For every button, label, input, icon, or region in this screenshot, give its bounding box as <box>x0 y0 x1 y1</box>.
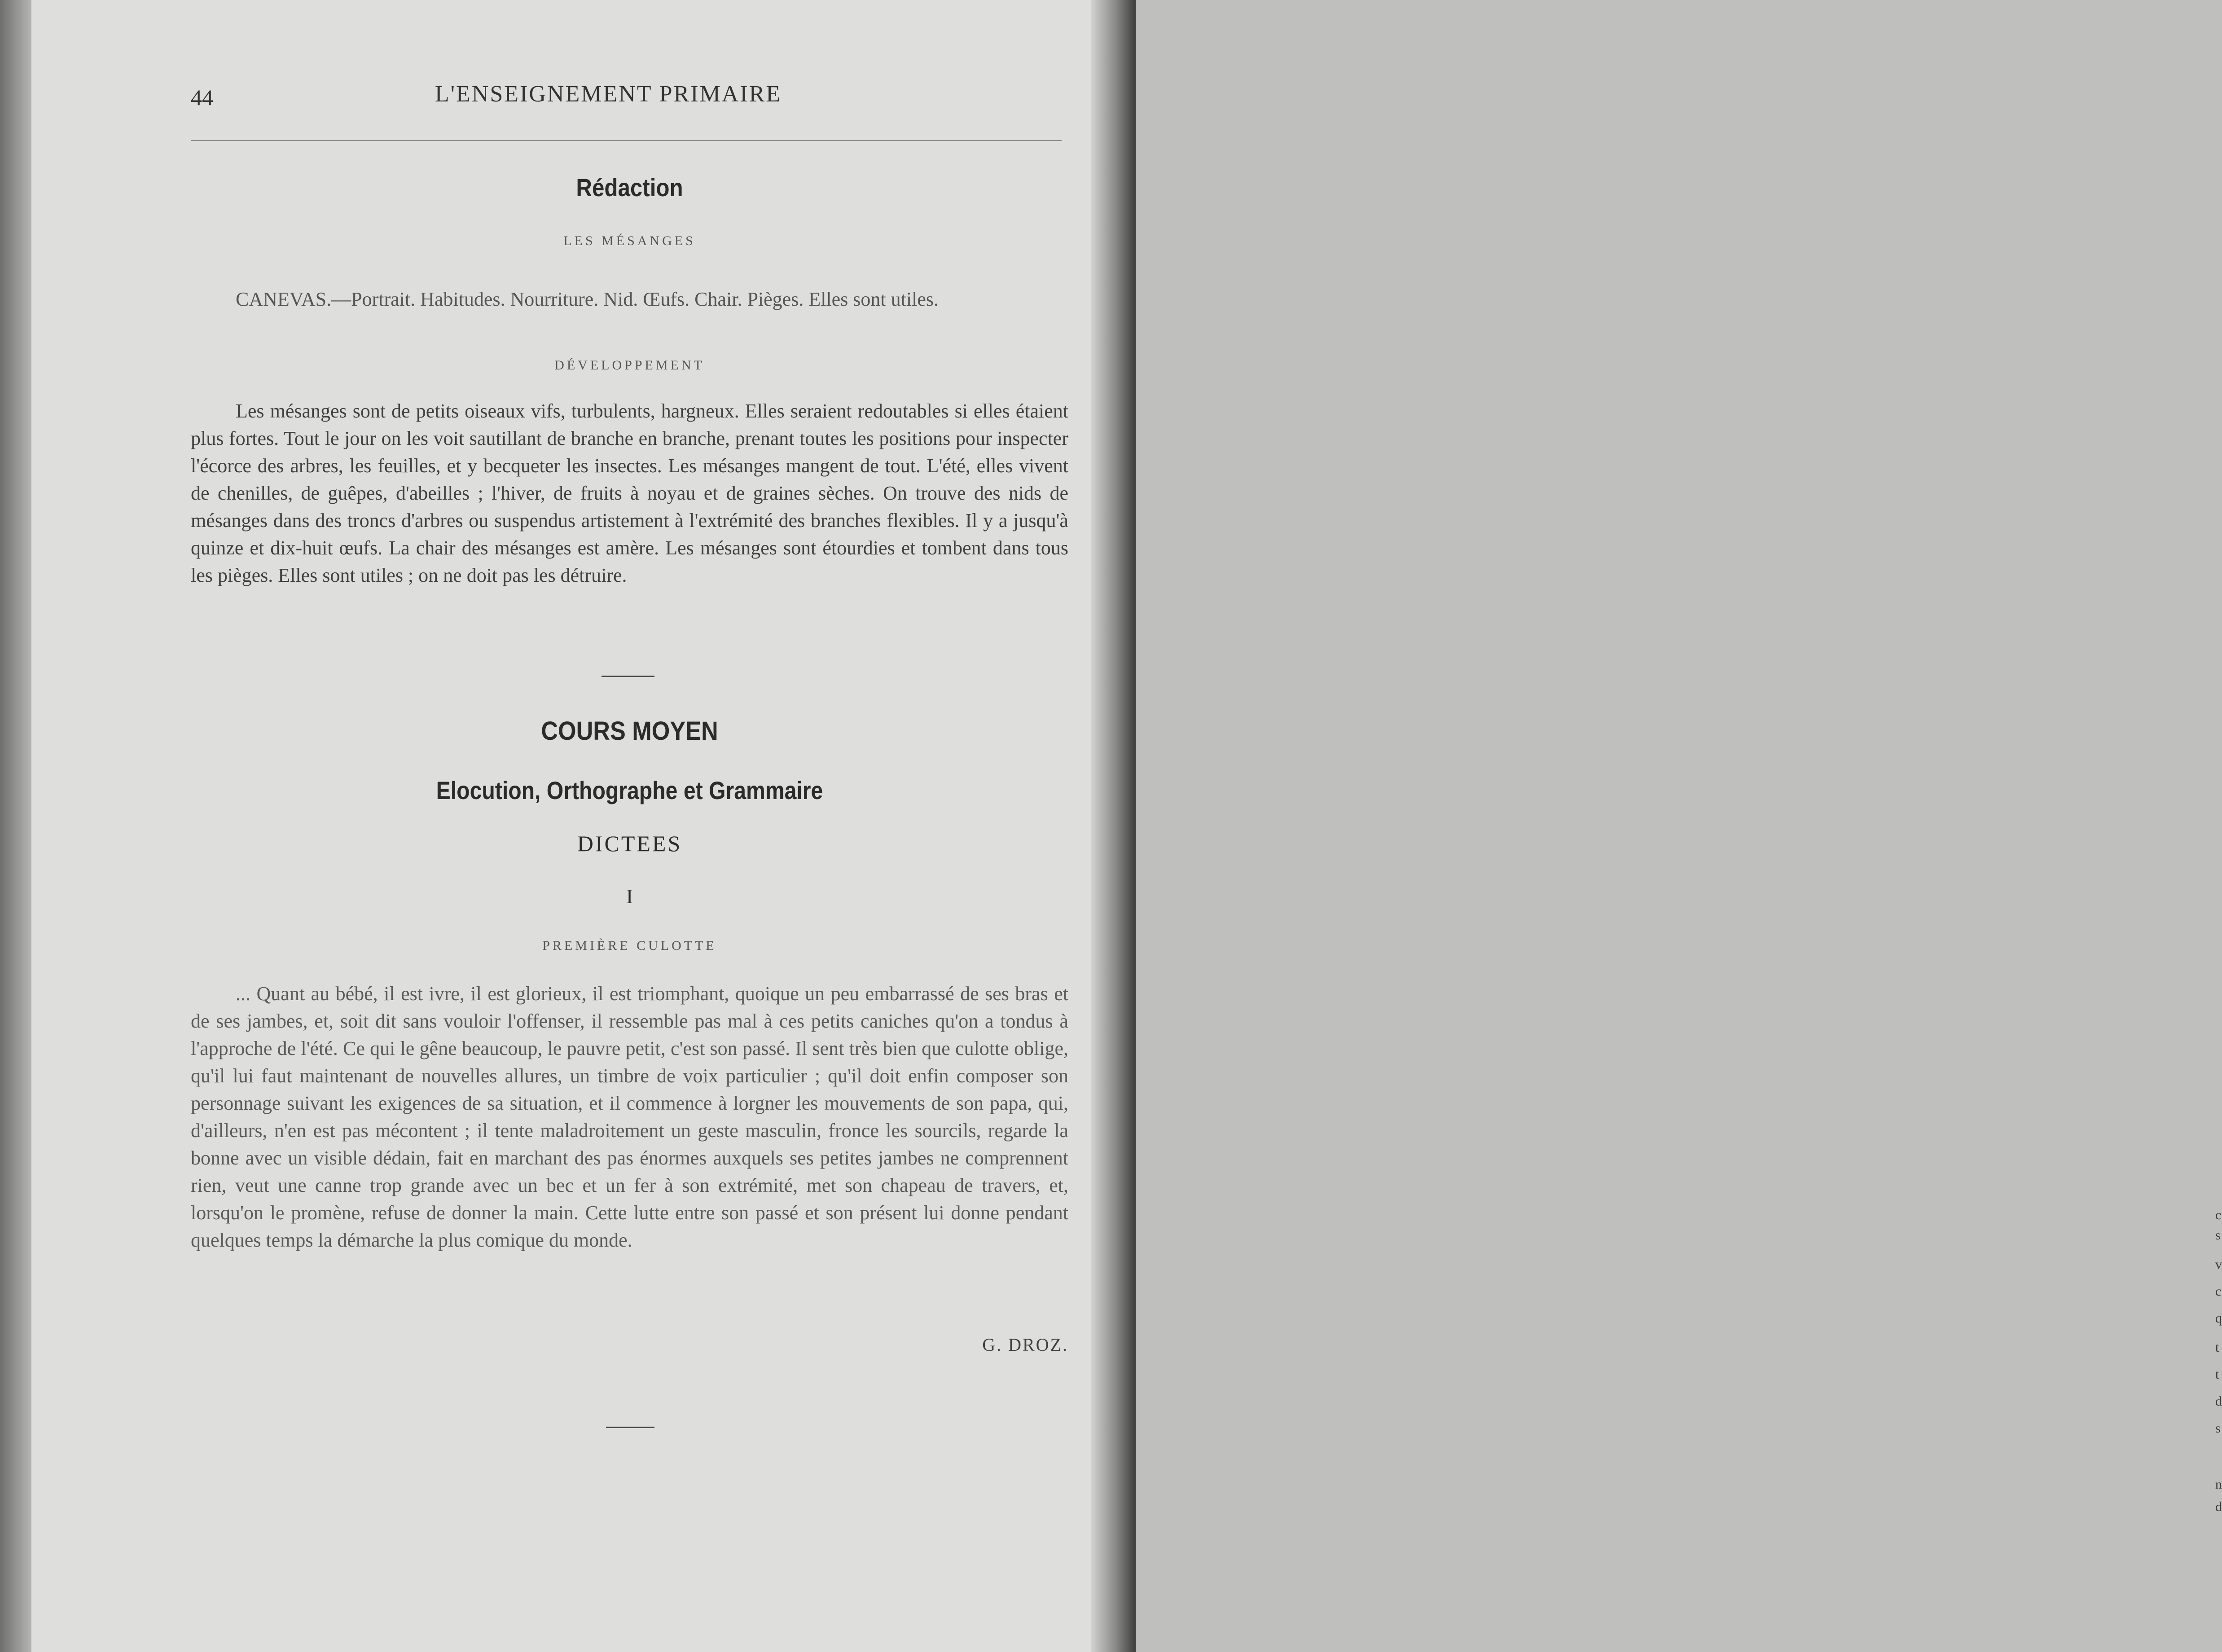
edge-letter: t <box>2215 1340 2219 1355</box>
edge-letter: c <box>2215 1284 2222 1299</box>
redaction-subtitle: LES MÉSANGES <box>563 233 696 248</box>
dictee-title: PREMIÈRE CULOTTE <box>542 938 717 953</box>
dictee-text: ... Quant au bébé, il est ivre, il est glorieux, il est triomphant, quoique un peu embarrassé de ses bras et de ses jambes, et, soit dit sans vouloir l'offenser, il ressemble pas mal à ces petits caniches qu'on a tondus à l'approche de l'été. Ce qui le gêne beaucoup, le pauvre petit, c'est son passé. Il sent très bien que culotte oblige, qu'il lui faut maintenant de nouvelles allures, un timbre de voix particulier ; qu'il doit enfin composer son personnage suivant les exigences de sa situation, et il commence à lorgner les mouvements de son papa, qui, d'ailleurs, n'en est pas mécontent ; il tente maladroitement un geste masculin, fronce les sourcils, regarde la bonne avec un visible dédain, fait en marchant des pas énormes auxquels ses petites jambes ne comprennent rien, veut une canne trop grande avec un bec et un fer à son extrémité, met son chapeau de travers, et, lorsqu'on le promène, refuse de donner la main. Cette lutte entre son passé et son présent lui donne pendant quelques temps la démarche la plus comique du monde. <box>191 983 1068 1251</box>
edge-letter: v <box>2215 1257 2222 1272</box>
next-page-edge <box>1091 0 2222 1652</box>
canevas-paragraph <box>191 286 1068 313</box>
edge-letter: s <box>2215 1421 2221 1436</box>
elocution-heading: Elocution, Orthographe et Grammaire <box>436 776 823 804</box>
edge-letter: q <box>2215 1311 2222 1326</box>
dictee-paragraph <box>191 980 1068 1254</box>
edge-letter: n <box>2215 1477 2222 1492</box>
development-text: Les mésanges sont de petits oiseaux vifs, turbulents, hargneux. Elles seraient redoutables si elles étaient plus fortes. Tout le jour on les voit sautillant de branche en branche, prenant toutes les positions pour inspecter l'écorce des arbres, les feuilles, et y becqueter les insectes. Les mésanges mangent de tout. L'été, elles vivent de chenilles, de guêpes, d'abeilles ; l'hiver, de fruits à noyau et de graines sèches. On trouve des nids de mésanges dans des troncs d'arbres ou suspendus artistement à l'extrémité des branches flexibles. Il y a jusqu'à quinze et dix-huit œufs. La chair des mésanges est amère. Les mésanges sont étourdies et tombent dans tous les pièges. Elles sont utiles ; on ne doit pas les détruire. <box>191 400 1068 586</box>
cours-moyen-heading: COURS MOYEN <box>541 716 718 746</box>
edge-letter: s <box>2215 1228 2221 1243</box>
edge-letter: t <box>2215 1367 2219 1382</box>
edge-letter: d <box>2215 1499 2222 1514</box>
edge-letter: d <box>2215 1394 2222 1409</box>
author-signature: G. DROZ. <box>982 1335 1068 1355</box>
left-binding-margin <box>0 0 31 1652</box>
running-head: L'ENSEIGNEMENT PRIMAIRE <box>435 81 782 107</box>
development-heading: DÉVELOPPEMENT <box>554 358 705 373</box>
page-number: 44 <box>191 85 213 110</box>
end-separator <box>606 1427 654 1428</box>
section-separator <box>602 676 654 677</box>
edge-letter: c <box>2215 1208 2222 1222</box>
development-paragraph <box>191 397 1068 589</box>
canevas-text: CANEVAS.—Portrait. Habitudes. Nourriture. Nid. Œufs. Chair. Pièges. Elles sont utiles. <box>236 288 939 310</box>
header-rule <box>191 140 1062 141</box>
section-heading-redaction: Rédaction <box>576 173 683 202</box>
dictees-heading: DICTEES <box>577 831 682 856</box>
dictee-number: I <box>626 885 633 908</box>
